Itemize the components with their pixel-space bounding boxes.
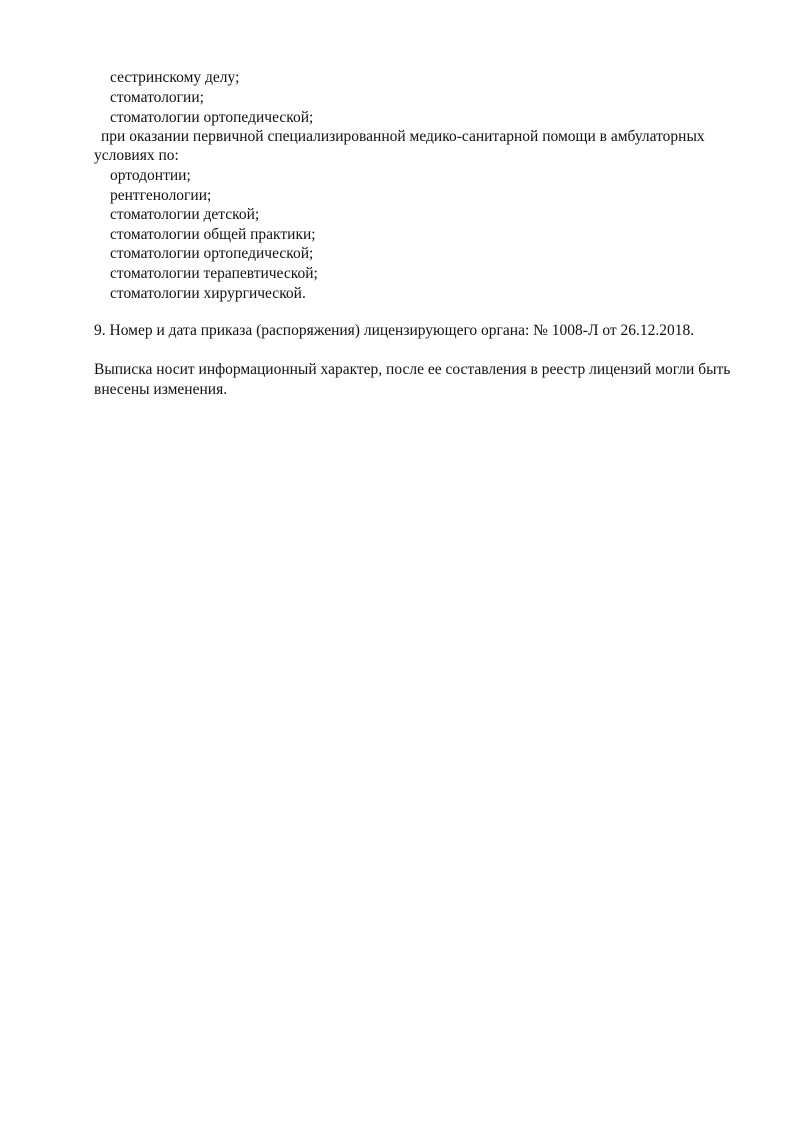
list-item: стоматологии общей практики; bbox=[110, 226, 316, 243]
section-heading-line2: условиях по: bbox=[94, 147, 179, 164]
section-heading-line1: при оказании первичной специализированной медико-санитарной помощи в амбулаторных bbox=[101, 128, 705, 145]
list-item: стоматологии; bbox=[110, 89, 204, 106]
list-item: стоматологии хирургической. bbox=[110, 285, 306, 302]
list-item: стоматологии терапевтической; bbox=[110, 265, 318, 282]
list-item: стоматологии ортопедической; bbox=[110, 109, 314, 126]
list-item: ортодонтии; bbox=[110, 167, 191, 184]
list-item: стоматологии детской; bbox=[110, 206, 260, 223]
list-item: рентгенологии; bbox=[110, 187, 212, 204]
list-item: стоматологии ортопедической; bbox=[110, 245, 314, 262]
notice-line1: Выписка носит информационный характер, после ее составления в реестр лицензий могли быть bbox=[94, 361, 731, 378]
notice-line2: внесены изменения. bbox=[94, 381, 228, 398]
order-number-paragraph: 9. Номер и дата приказа (распоряжения) лицензирующего органа: № 1008-Л от 26.12.2018. bbox=[94, 322, 695, 339]
list-item: сестринскому делу; bbox=[110, 69, 240, 86]
